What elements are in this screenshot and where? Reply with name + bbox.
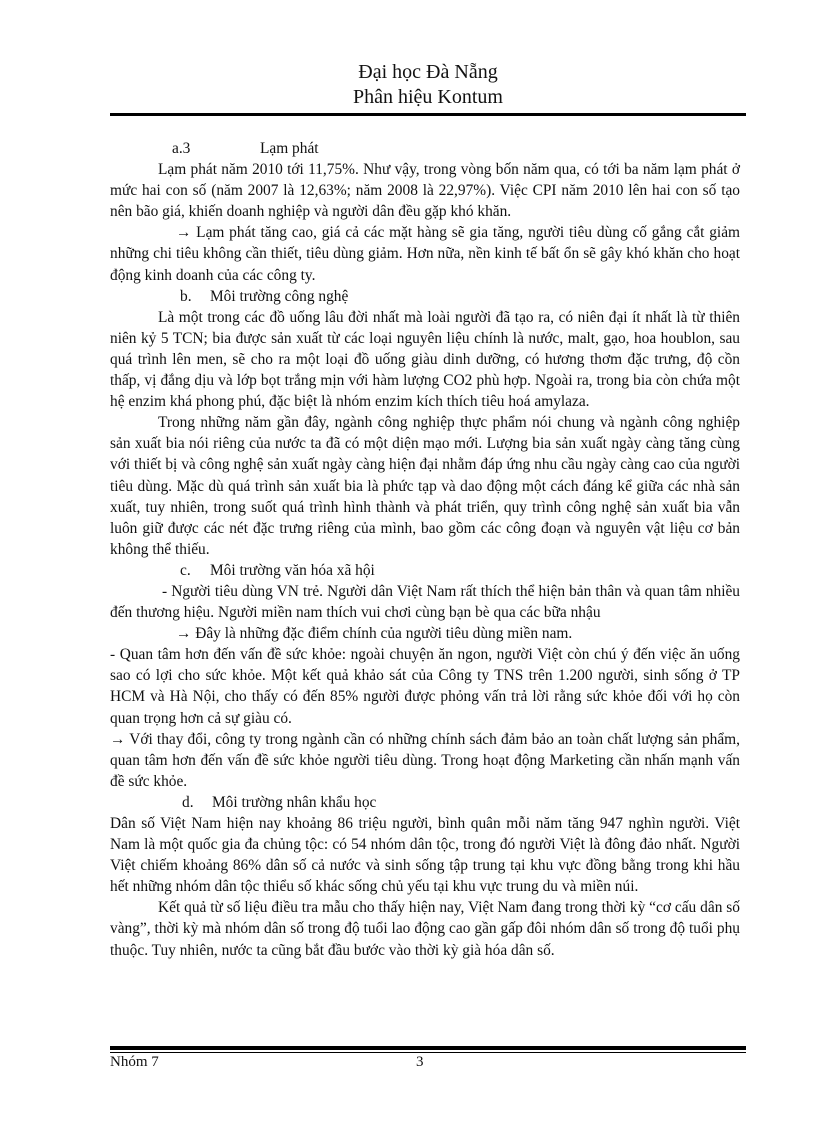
section-number: d. [182, 793, 194, 811]
header-rule [110, 113, 746, 116]
section-number: b. [180, 287, 192, 305]
paragraph: → Lạm phát tăng cao, giá cả các mặt hàng sẽ gia tăng, người tiêu dùng cố gắng cắt giảm những chi tiêu không cần thiết, tiêu dùng giảm. Hơn nữa, nền kinh tế bất ổn sẽ gây khó khăn cho hoạt động kinh doanh của các công ty. [110, 224, 740, 284]
paragraph: → Với thay đổi, công ty trong ngành cần có những chính sách đảm bảo an toàn chất lượng sản phẩm, quan tâm hơn đến vấn đề sức khỏe người tiêu dùng. Trong hoạt động Marketing cần nhấn mạnh vấn đề sức khỏe. [110, 730, 740, 790]
paragraph: Trong những năm gần đây, ngành công nghiệp thực phẩm nói chung và ngành công nghiệp sản xuất bia nói riêng của nước ta đã có một diện mạo mới. Lượng bia sản xuất ngày càng tăng cùng với thiết bị và công nghệ sản xuất ngày càng hiện đại nhằm đáp ứng nhu cầu ngày càng cao của người tiêu dùng. Mặc dù quá trình sản xuất bia là phức tạp và dao động một cách đáng kể giữa các nhà sản xuất, tuy nhiên, trong suốt quá trình hình thành và phát triển, quy trình công nghệ sản xuất bia vẫn luôn giữ được các nét đặc trưng riêng của mình, bao gồm các công đoạn và nguyên vật liệu cơ bản không thể thiếu. [110, 414, 740, 558]
paragraph: Lạm phát năm 2010 tới 11,75%. Như vậy, trong vòng bốn năm qua, có tới ba năm lạm phát ở mức hai con số (năm 2007 là 12,63%; năm 2008 là 22,97%). Việc CPI năm 2010 lên hai con số tạo nên bão giá, khiến doanh nghiệp và người dân đều gặp khó khăn. [110, 161, 740, 221]
section-number: a.3 [172, 140, 191, 157]
section-title: Môi trường văn hóa xã hội [210, 561, 375, 579]
document-body [110, 138, 740, 961]
paragraph: Là một trong các đồ uống lâu đời nhất mà loài người đã tạo ra, có niên đại ít nhất là từ thiên niên kỷ 5 TCN; bia được sản xuất từ các loại nguyên liệu chính là nước, malt, gạo, hoa houblon, sau quá trình lên men, sẽ cho ra một loại đồ uống giàu dinh dưỡng, có hương thơm đặc trưng, độ cồn thấp, vị đắng dịu và lớp bọt trắng mịn với hàm lượng CO2 phù hợp. Ngoài ra, trong bia còn chứa một hệ enzim khá phong phú, đặc biệt là nhóm enzim kích thích tiêu hoá amylaza. [110, 308, 740, 411]
paragraph: - Quan tâm hơn đến vấn đề sức khỏe: ngoài chuyện ăn ngon, người Việt còn chú ý đến việc ăn uống sao có lợi cho sức khỏe. Một kết quả khảo sát của Công ty TNS trên 1.200 người, sinh sống ở TP HCM và Hà Nội, cho thấy có đến 85% người được phỏng vấn trả lời rằng sức khỏe đối với họ còn quan trọng hơn cả sự giàu có. [110, 646, 740, 727]
section-title: Lạm phát [260, 140, 319, 157]
section-heading-b [110, 286, 740, 307]
section-title: Môi trường nhân khẩu học [212, 793, 377, 811]
section-heading-c [110, 560, 740, 581]
footer-rule-thick [110, 1046, 746, 1050]
section-heading-d [110, 792, 740, 813]
footer-group: Nhóm 7 [110, 1054, 159, 1070]
header-campus: Phân hiệu Kontum [353, 86, 503, 108]
header-university: Đại học Đà Nẵng [358, 61, 498, 83]
page-number: 3 [416, 1054, 424, 1070]
paragraph: - Người tiêu dùng VN trẻ. Người dân Việt Nam rất thích thể hiện bản thân và quan tâm nhiều đến thương hiệu. Người miền nam thích vui chơi cùng bạn bè qua các bữa nhậu [110, 582, 740, 622]
section-heading-a3 [110, 138, 740, 159]
section-title: Môi trường công nghệ [210, 287, 349, 305]
footer-rule-thin [110, 1052, 746, 1053]
paragraph: → Đây là những đặc điểm chính của người tiêu dùng miền nam. [176, 625, 573, 643]
section-number: c. [180, 561, 191, 579]
paragraph: Kết quả từ số liệu điều tra mẫu cho thấy hiện nay, Việt Nam đang trong thời kỳ “cơ cấu dân số vàng”, thời kỳ mà nhóm dân số trong độ tuổi lao động cao gần gấp đôi nhóm dân số trong độ tuổi phụ thuộc. Tuy nhiên, nước ta cũng bắt đầu bước vào thời kỳ già hóa dân số. [110, 899, 740, 959]
paragraph: Dân số Việt Nam hiện nay khoảng 86 triệu người, bình quân mỗi năm tăng 947 nghìn người. Việt Nam là một quốc gia đa chủng tộc: có 54 nhóm dân tộc, trong đó người Việt là đông đảo nhất. Người Việt chiếm khoảng 86% dân số cả nước và sinh sống tập trung tại khu vực đồng bằng trong khi hầu hết những nhóm dân tộc thiểu số khác sống chủ yếu tại khu vực trung du và miền núi. [110, 815, 740, 896]
